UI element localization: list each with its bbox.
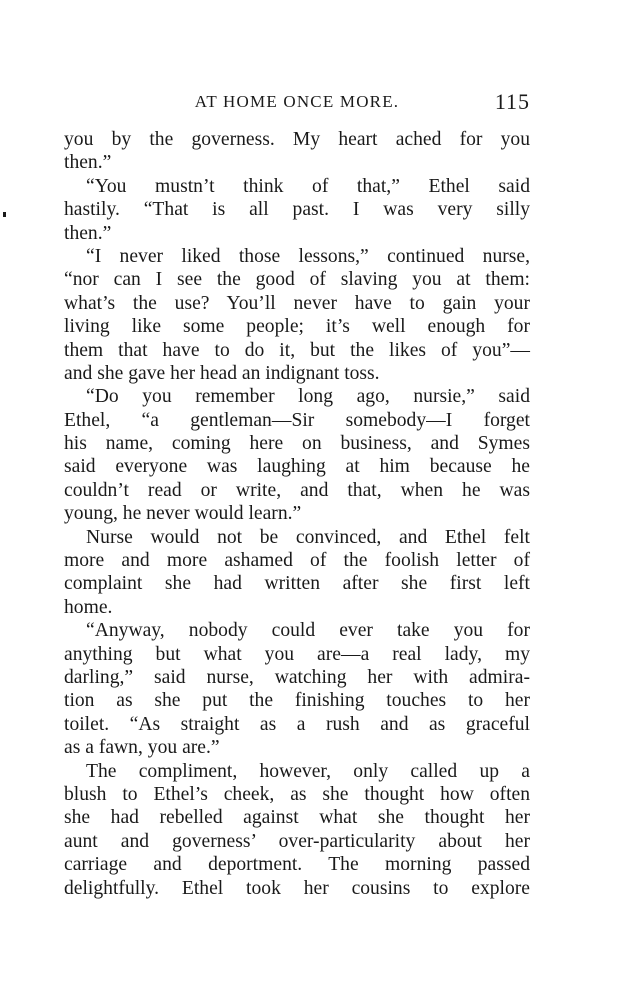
text-line: “You mustn’t think of that,” Ethel said [86, 175, 530, 197]
text-line: carriage and deportment. The morning passed [64, 854, 530, 876]
text-line: tion as she put the finishing touches to her [64, 690, 530, 712]
text-line: his name, coming here on business, and Symes [64, 433, 530, 455]
text-line: complaint she had written after she first left [64, 573, 530, 595]
text-line: blush to Ethel’s cheek, as she thought how often [64, 783, 530, 805]
text-line: Ethel, “a gentleman—Sir somebody—I forget [64, 409, 530, 431]
text-line: she had rebelled against what she thought her [64, 807, 530, 829]
text-line: couldn’t read or write, and that, when he was [64, 479, 530, 501]
body-text [64, 128, 530, 900]
running-head [64, 89, 530, 116]
chapter-title: AT HOME ONCE MORE. [194, 92, 400, 111]
text-line: Nurse would not be convinced, and Ethel felt [86, 526, 530, 548]
text-line: living like some people; it’s well enough for [64, 316, 530, 338]
text-line: said everyone was laughing at him because he [64, 456, 530, 478]
text-line: and she gave her head an indignant toss. [64, 362, 380, 384]
text-line: darling,” said nurse, watching her with admira- [64, 666, 530, 688]
text-line: anything but what you are—a real lady, my [64, 643, 530, 665]
text-line: what’s the use? You’ll never have to gain your [64, 292, 530, 314]
text-line: aunt and governess’ over-particularity about her [64, 830, 530, 852]
margin-mark [3, 212, 6, 217]
text-line: more and more ashamed of the foolish letter of [64, 550, 530, 572]
text-line: delightfully. Ethel took her cousins to explore [64, 877, 530, 899]
text-line: then.” [64, 222, 112, 244]
text-line: home. [64, 596, 113, 618]
page-number: 115 [494, 89, 530, 114]
text-line: “Do you remember long ago, nursie,” said [86, 386, 530, 408]
text-line: “I never liked those lessons,” continued nurse, [86, 245, 530, 267]
text-line: you by the governess. My heart ached for you [64, 129, 530, 150]
text-line: as a fawn, you are.” [64, 737, 220, 759]
text-line: The compliment, however, only called up a [86, 760, 530, 782]
text-line: them that have to do it, but the likes of you”— [64, 339, 530, 361]
text-line: then.” [64, 152, 112, 174]
text-line: hastily. “That is all past. I was very silly [64, 199, 530, 221]
text-line: “Anyway, nobody could ever take you for [86, 620, 530, 642]
text-line: “nor can I see the good of slaving you at them: [64, 269, 530, 291]
text-line: toilet. “As straight as a rush and as graceful [64, 713, 530, 735]
text-line: young, he never would learn.” [64, 503, 302, 525]
